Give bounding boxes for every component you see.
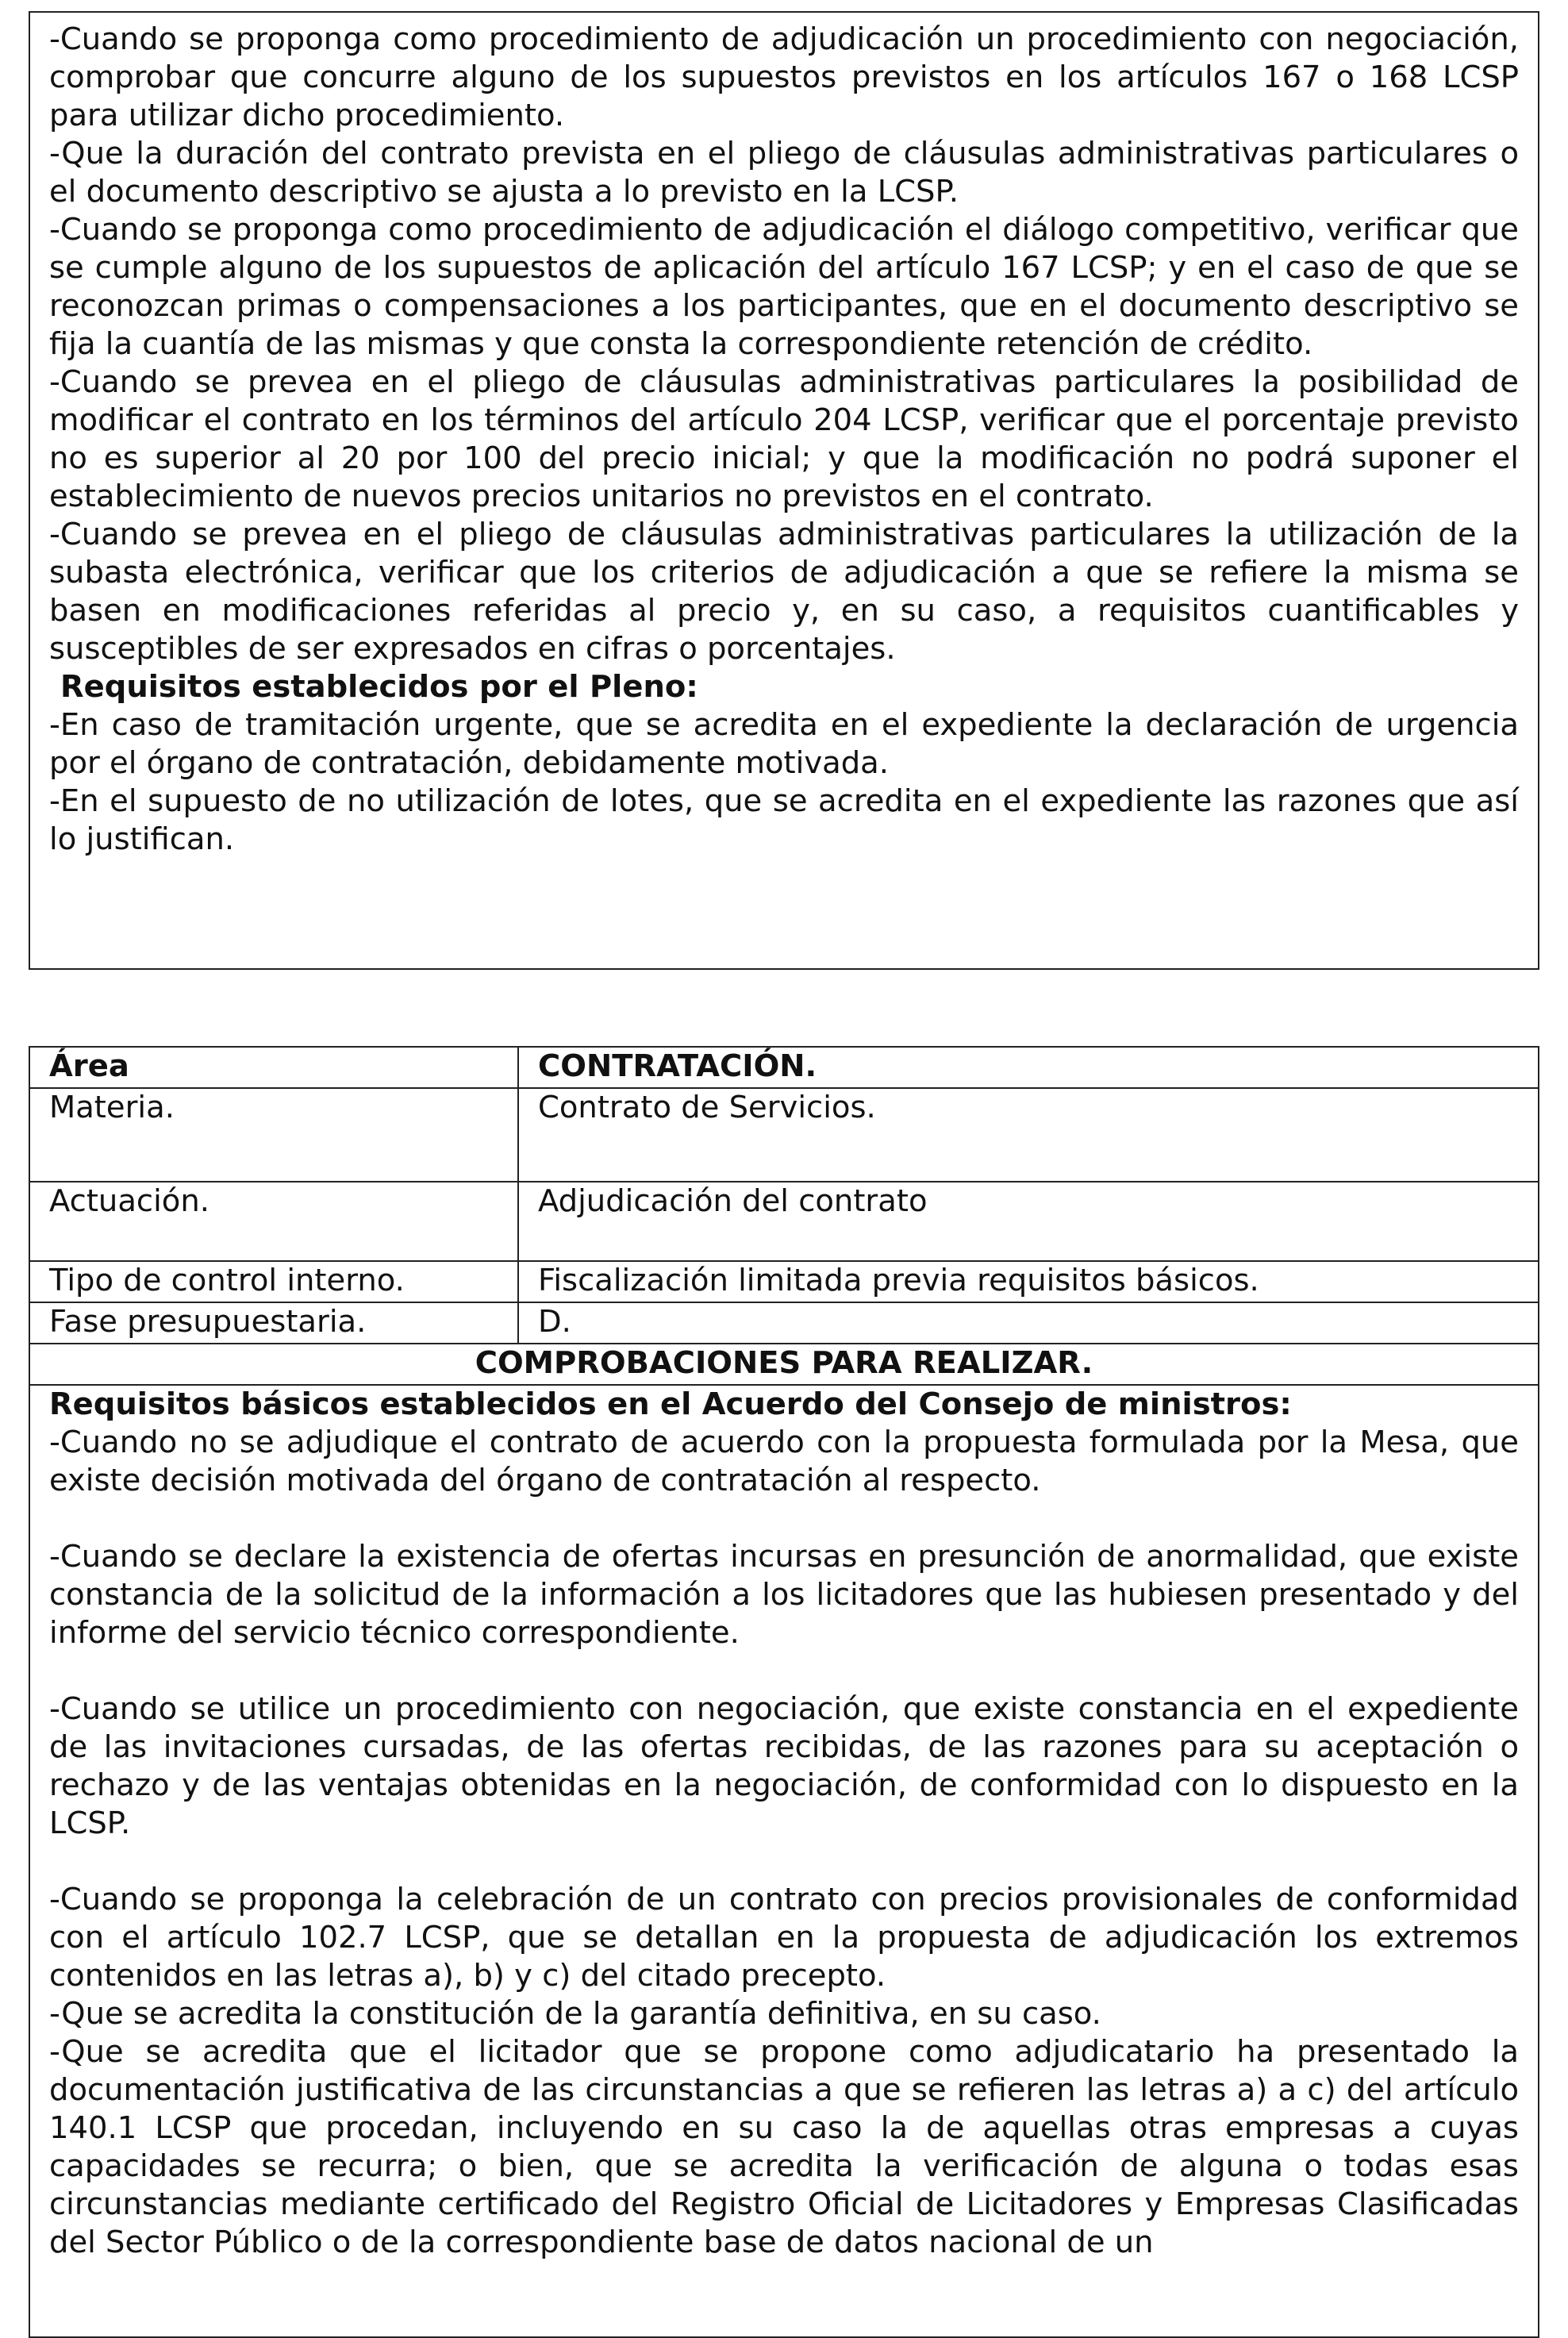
requisitos-heading: Requisitos básicos establecidos en el Acuerdo del Consejo de ministros: (49, 1386, 1292, 1422)
requisito-ofertas-anormales: -Cuando se declare la existencia de ofertas incursas en presunción de anormalidad, que existe constancia de la solicitud de la información a los licitadores que las hubiesen presentado y del informe del servicio técnico correspondiente. (49, 1539, 1519, 1651)
paragraph-subasta-electronica: -Cuando se prevea en el pliego de cláusulas administrativas particulares la utilización de la subasta electrónica, verificar que los criterios de adjudicación a que se refiere la misma se basen en modificaciones referidas al precio y, en su caso, a requisitos cuantificables y susceptibles de ser expresados en cifras o porcentajes. (49, 517, 1519, 667)
comprobaciones-title: COMPROBACIONES PARA REALIZAR. (29, 1344, 1539, 1385)
paragraph-duracion: -Que la duración del contrato prevista en el pliego de cláusulas administrativas particulares o el documento descriptivo se ajusta a lo previsto en la LCSP. (49, 136, 1519, 210)
row-actuacion (29, 1182, 1539, 1261)
requirements-box-section1 (29, 11, 1539, 970)
paragraph-lotes: -En el supuesto de no utilización de lotes, que se acredita en el expediente las razones que así lo justifican. (49, 783, 1519, 857)
spacer (49, 1652, 1519, 1690)
requisito-documentacion-licitador: -Que se acredita que el licitador que se propone como adjudicatario ha presentado la documentación justificativa de las circunstancias a que se refieren las letras a) a c) del artículo 140.1 LCSP que procedan, incluyendo en su caso la de aquellas otras empresas a cuyas capacidades se recurra; o bien, que se acredita la verificación de alguna o todas esas circunstancias mediante certificado del Registro Oficial de Licitadores y Empresas Clasificadas del Sector Público o de la correspondiente base de datos nacional de un (49, 2034, 1519, 2260)
tipo-control-label: Tipo de control interno. (29, 1261, 518, 1302)
actuacion-value: Adjudicación del contrato (518, 1182, 1539, 1261)
materia-value: Contrato de Servicios. (518, 1088, 1539, 1182)
paragraph-dialogo-competitivo: -Cuando se proponga como procedimiento de adjudicación el diálogo competitivo, verificar que se cumple alguno de los supuestos de aplicación del artículo 167 LCSP; y en el caso de que se reconozcan primas o compensaciones a los participantes, que en el documento descriptivo se fija la cuantía de las mismas y que consta la correspondiente retención de crédito. (49, 212, 1519, 362)
fase-label: Fase presupuestaria. (29, 1302, 518, 1344)
requisitos-cell (29, 1385, 1539, 2337)
row-comprobaciones (29, 1344, 1539, 1385)
row-tipo-control (29, 1261, 1539, 1302)
paragraph-modificacion: -Cuando se prevea en el pliego de cláusulas administrativas particulares la posibilidad de modificar el contrato en los términos del artículo 204 LCSP, verificar que el porcentaje previsto no es superior al 20 por 100 del precio inicial; y que la modificación no podrá suponer el establecimiento de nuevos precios unitarios no previstos en el contrato. (49, 364, 1519, 514)
pleno-heading: Requisitos establecidos por el Pleno: (60, 669, 698, 705)
row-fase (29, 1302, 1539, 1344)
row-area (29, 1047, 1539, 1088)
requisito-negociacion: -Cuando se utilice un procedimiento con negociación, que existe constancia en el expediente de las invitaciones cursadas, de las ofertas recibidas, de las razones para su aceptación o rechazo y de las ventajas obtenidas en la negociación, de conformidad con lo dispuesto en la LCSP. (49, 1691, 1519, 1841)
contract-control-table (29, 1046, 1539, 2338)
requisito-garantia: -Que se acredita la constitución de la garantía definitiva, en su caso. (49, 1996, 1101, 2032)
paragraph-negociacion: -Cuando se proponga como procedimiento de adjudicación un procedimiento con negociación, comprobar que concurre alguno de los supuestos previstos en los artículos 167 o 168 LCSP para utilizar dicho procedimiento. (49, 21, 1519, 133)
paragraph-tramitacion-urgente: -En caso de tramitación urgente, que se acredita en el expediente la declaración de urgencia por el órgano de contratación, debidamente motivada. (49, 707, 1519, 781)
requisito-propuesta-mesa: -Cuando no se adjudique el contrato de acuerdo con la propuesta formulada por la Mesa, que existe decisión motivada del órgano de contratación al respecto. (49, 1425, 1519, 1498)
row-materia (29, 1088, 1539, 1182)
spacer (49, 1500, 1519, 1538)
fase-value: D. (518, 1302, 1539, 1344)
materia-label: Materia. (29, 1088, 518, 1182)
area-label: Área (29, 1047, 518, 1088)
tipo-control-value: Fiscalización limitada previa requisitos básicos. (518, 1261, 1539, 1302)
row-requisitos (29, 1385, 1539, 2337)
spacer (49, 1843, 1519, 1881)
requisito-precios-provisionales: -Cuando se proponga la celebración de un contrato con precios provisionales de conformidad con el artículo 102.7 LCSP, que se detallan en la propuesta de adjudicación los extremos contenidos en las letras a), b) y c) del citado precepto. (49, 1882, 1519, 1994)
actuacion-label: Actuación. (29, 1182, 518, 1261)
area-value: CONTRATACIÓN. (518, 1047, 1539, 1088)
